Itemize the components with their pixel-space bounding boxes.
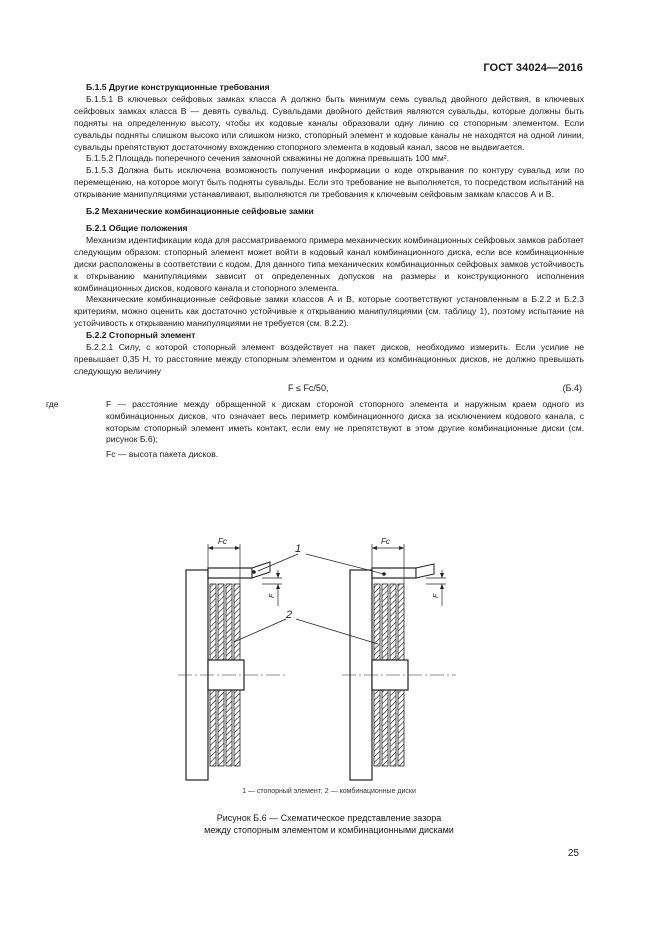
section-b21-title: Б.2.1 Общие положения	[86, 222, 188, 233]
label-fc-left: Fс	[218, 537, 227, 546]
callout-2-leader-left	[234, 619, 286, 642]
paragraph-b151: Б.1.5.1 В ключевых сейфовых замках класса А должно быть минимум семь сувальд двойного действия, в ключевых сейфовых замках класса В — девять сувальд. Сувальдами двойного действия являются сувальды, которые должны быть подняты на определенную высоту, чтобы их кодовые каналы образовали одну линию со стопорным элементом. Если сувальды подняты слишком высоко или слишком низко, стопорный элемент и кодовые каналы не находятся на одной линии, сувальды препятствуют достаточному вхождению стопорного элемента в кодовый канал, засов не выдвигается.	[74, 93, 584, 152]
definition-f-term: F —	[106, 398, 126, 409]
page-number: 25	[567, 848, 579, 859]
definition-fc-body: высота пакета дисков.	[128, 449, 219, 460]
callout-1: 1	[295, 543, 302, 555]
section-b22-title: Б.2.2 Стопорный элемент	[86, 330, 196, 341]
figure-caption	[74, 812, 584, 836]
figure-b6	[178, 534, 488, 789]
definition-f-body: расстояние между обращенной к дискам стороной стопорного элемента и наружным краем одного из комбинационных дисков, что означает весь периметр комбинационного диска за исключением кодового канала, с которым стопорный элемент иметь контакт, если ему не препятствуют в этом другие комбинационные диски (см. рисунок Б.6);	[106, 398, 585, 445]
gap-diagram	[178, 534, 488, 789]
label-f-left: F	[269, 593, 276, 598]
caption-line-2: между стопорным элементом и комбинационными дисками	[204, 825, 454, 835]
section-b15-title: Б.1.5 Другие конструкционные требования	[86, 82, 270, 92]
document-code: ГОСТ 34024—2016	[483, 62, 583, 74]
formula-number: (Б.4)	[562, 382, 582, 393]
callout-2: 2	[286, 609, 293, 621]
definition-fc-term: Fс —	[106, 449, 127, 460]
caption-line-1: Рисунок Б.6 — Схематическое представление зазора	[216, 813, 442, 823]
left-assembly	[178, 544, 288, 780]
formula-b4	[74, 383, 584, 396]
paragraph-b21-1: Механизм идентификации кода для рассматриваемого примера механических комбинационных сейфовых замков работает следующим образом: стопорный элемент может войти в кодовый канал комбинационного диска, если все комбинационные диски расположены в соответствии с кодом. Для данного типа механических комбинационных сейфовых замков устойчивость к открыванию манипуляциями зависит от определенных допусков на размеры и конструкционного исполнения комбинационных дисков, кодового канала и стопорного элемента.	[74, 234, 584, 293]
paragraph-b221: Б.2.2.1 Силу, с которой стопорный элемент воздействует на пакет дисков, необходимо измерить. Если усилие не превышает 0,35 Н, то расстояние между стопорным элементом и одним из комбинационных дисков, не должно превышать следующую величину	[74, 342, 584, 376]
paragraph-b152: Б.1.5.2 Площадь поперечного сечения замочной скважины не должна превышать 100 мм².	[86, 153, 450, 164]
figure-legend: 1 — стопорный элемент; 2 — комбинационные диски	[242, 788, 416, 795]
definition-f	[46, 398, 585, 447]
paragraph-b153: Б.1.5.3 Должна быть исключена возможность получения информации о коде открывания по контуру сувальд или по перемещению, на которое могут быть подняты сувальды. Если это требование не выполняется, то посредством испытаний на открывание манипуляциями устанавливают, выполняются ли требования к ключевым сейфовым замкам классов А и В.	[74, 165, 584, 200]
main-text	[46, 82, 585, 461]
definition-fc	[74, 449, 584, 461]
section-b2-title: Б.2 Механические комбинационные сейфовые замки	[86, 206, 314, 217]
label-f-right: F	[433, 593, 440, 598]
where-label: где	[46, 398, 59, 409]
callout-1-leader-left	[258, 554, 298, 571]
paragraph-b21-2: Механические комбинационные сейфовые замки классов А и В, которые соответствуют установленным в Б.2.2 и Б.2.3 критериям, можно оценить как достаточно устойчивые к открыванию манипуляциями (см. таблицу 1), поэтому испытание на устойчивость к открыванию манипуляциями не требуется (см. 8.2.2).	[74, 294, 584, 329]
right-assembly	[342, 544, 456, 780]
formula-expression: F ≤ Fс/50,	[288, 382, 329, 393]
label-fc-right: Fс	[381, 537, 390, 546]
